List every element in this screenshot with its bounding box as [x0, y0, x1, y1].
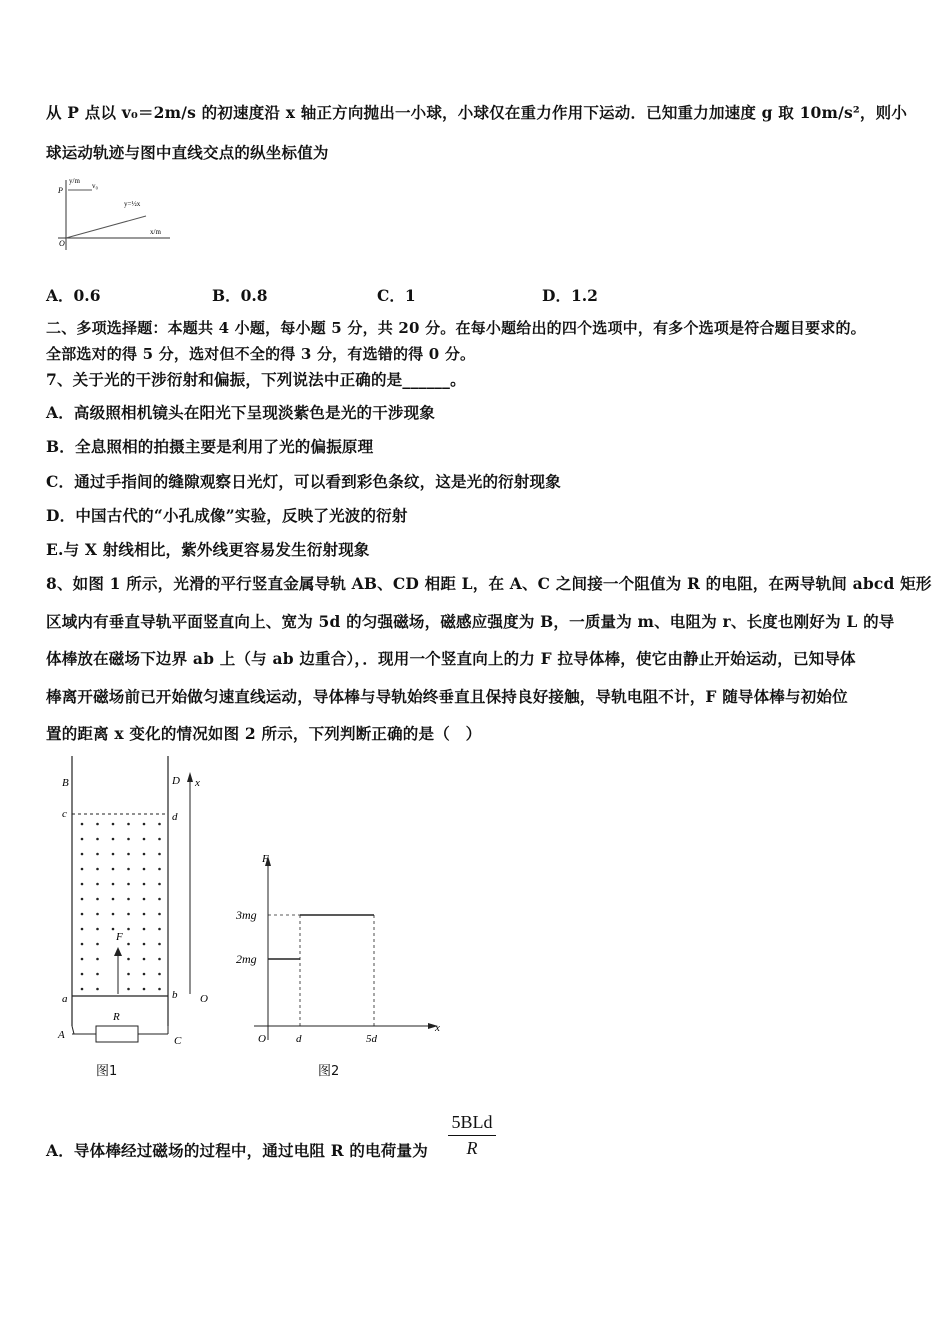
fig2-label-3mg: 3mg	[236, 908, 257, 922]
field-dot	[96, 913, 99, 916]
figure1-caption: 图1	[96, 1064, 118, 1079]
q6-option-c[interactable]: C．1	[377, 286, 416, 305]
q8-stem-line2: 区域内有垂直导轨平面竖直向上、宽为 5d 的匀强磁场，磁感应强度为 B，一质量为 m、电阻为 r、长度也刚好为 L 的导	[46, 612, 895, 631]
field-dot	[96, 988, 99, 991]
field-dot	[127, 853, 130, 856]
field-dot	[143, 838, 146, 841]
field-dot	[143, 973, 146, 976]
field-dot	[143, 958, 146, 961]
field-dot	[158, 823, 161, 826]
field-dot	[81, 943, 84, 946]
field-dot	[81, 928, 84, 931]
label-B: B	[62, 777, 69, 789]
field-dot	[143, 928, 146, 931]
field-dot	[158, 943, 161, 946]
field-dot	[127, 898, 130, 901]
field-dot	[112, 823, 115, 826]
label-c: c	[62, 808, 67, 820]
fig2-label-O: O	[258, 1033, 266, 1045]
field-dot	[81, 988, 84, 991]
label-C: C	[174, 1035, 182, 1047]
field-dot	[143, 988, 146, 991]
label-F: F	[116, 931, 123, 943]
label-x: x	[195, 777, 200, 789]
field-dot	[96, 943, 99, 946]
label-b: b	[172, 989, 178, 1001]
field-dot	[96, 928, 99, 931]
q8-figure2-force-graph	[232, 850, 447, 1050]
field-dot	[127, 958, 130, 961]
field-dot	[96, 883, 99, 886]
label-A: A	[58, 1029, 65, 1041]
q6-option-b[interactable]: B．0.8	[212, 286, 268, 305]
field-dot	[143, 823, 146, 826]
q6-option-d[interactable]: D．1.2	[542, 286, 598, 305]
field-dot	[143, 853, 146, 856]
q8-stem-line4: 棒离开磁场前已开始做匀速直线运动，导体棒与导轨始终垂直且保持良好接触，导轨电阻不计，F 随导体棒与初始位	[46, 687, 848, 706]
bottom-wire-left	[72, 1026, 74, 1034]
section2-instructions-line1: 二、多项选择题：本题共 4 小题，每小题 5 分，共 20 分。在每小题给出的四个选项中，有多个选项是符合题目要求的。	[46, 319, 866, 337]
field-dot	[143, 913, 146, 916]
label-d: d	[172, 811, 178, 823]
q7-option-d[interactable]: D．中国古代的“小孔成像”实验，反映了光波的衍射	[46, 506, 408, 525]
field-dot	[112, 913, 115, 916]
field-dot	[158, 868, 161, 871]
field-dot	[81, 958, 84, 961]
q7-option-e[interactable]: E.与 X 射线相比，紫外线更容易发生衍射现象	[46, 540, 370, 559]
magnetic-field-dots	[81, 823, 161, 991]
field-dot	[81, 868, 84, 871]
field-dot	[81, 883, 84, 886]
field-dot	[158, 883, 161, 886]
section2-instructions-line2: 全部选对的得 5 分，选对但不全的得 3 分，有选错的得 0 分。	[46, 345, 476, 363]
field-dot	[127, 883, 130, 886]
fraction-denominator: R	[466, 1138, 478, 1158]
field-dot	[96, 898, 99, 901]
field-dot	[112, 883, 115, 886]
field-dot	[143, 898, 146, 901]
x-axis-arrowhead	[187, 772, 193, 782]
q8-stem-line1: 8、如图 1 所示，光滑的平行竖直金属导轨 AB、CD 相距 L，在 A、C 之间接一个阻值为 R 的电阻，在两导轨间 abcd 矩形	[46, 574, 932, 593]
field-dot	[112, 838, 115, 841]
q7-option-a[interactable]: A．高级照相机镜头在阳光下呈现淡紫色是光的干涉现象	[46, 403, 436, 422]
q7-option-b[interactable]: B．全息照相的拍摄主要是利用了光的偏振原理	[46, 437, 374, 456]
field-dot	[96, 823, 99, 826]
field-dot	[143, 883, 146, 886]
field-dot	[143, 943, 146, 946]
field-dot	[96, 973, 99, 976]
field-dot	[81, 823, 84, 826]
field-dot	[158, 958, 161, 961]
field-dot	[158, 988, 161, 991]
fraction-numerator: 5BLd	[448, 1112, 496, 1136]
field-dot	[158, 913, 161, 916]
label-R: R	[113, 1011, 120, 1023]
figure2-caption: 图2	[318, 1064, 340, 1079]
field-dot	[127, 943, 130, 946]
q7-stem: 7、关于光的干涉衍射和偏振，下列说法中正确的是______。	[46, 370, 466, 389]
field-dot	[158, 898, 161, 901]
label-D: D	[172, 775, 180, 787]
q6-p-label: P	[58, 186, 63, 195]
label-a: a	[62, 993, 68, 1005]
q8-figure1-rails-circuit	[50, 756, 230, 1056]
field-dot	[96, 958, 99, 961]
fig2-label-d: d	[296, 1033, 302, 1045]
field-dot	[81, 853, 84, 856]
label-O: O	[200, 993, 208, 1005]
field-dot	[127, 973, 130, 976]
q6-option-a[interactable]: A．0.6	[46, 286, 101, 305]
field-dot	[112, 898, 115, 901]
field-dot	[112, 868, 115, 871]
field-dot	[81, 973, 84, 976]
fig2-label-5d: 5d	[366, 1033, 377, 1045]
field-dot	[127, 838, 130, 841]
field-dot	[143, 868, 146, 871]
fig2-label-F: F	[262, 853, 269, 865]
q6-line-label: y=½x	[124, 200, 141, 208]
field-dot	[81, 838, 84, 841]
q6-line	[66, 216, 146, 238]
field-dot	[81, 913, 84, 916]
field-dot	[158, 838, 161, 841]
q6-y-label: y/m	[69, 177, 80, 185]
q7-option-c[interactable]: C．通过手指间的缝隙观察日光灯，可以看到彩色条纹，这是光的衍射现象	[46, 472, 561, 491]
q8-stem-line5: 置的距离 x 变化的情况如图 2 所示，下列判断正确的是（ ）	[46, 724, 482, 743]
q8-option-a[interactable]: A．导体棒经过磁场的过程中，通过电阻 R 的电荷量为	[46, 1141, 428, 1160]
fig2-label-x: x	[435, 1022, 440, 1034]
field-dot	[127, 823, 130, 826]
q6-v0-label: v₀	[92, 182, 98, 190]
q8-option-a-fraction	[448, 1112, 496, 1159]
field-dot	[158, 853, 161, 856]
field-dot	[96, 838, 99, 841]
q6-stem-line1: 从 P 点以 v₀＝2m/s 的初速度沿 x 轴正方向抛出一小球，小球仅在重力作用下运动．已知重力加速度 g 取 10m/s²，则小	[46, 103, 908, 122]
resistor-r	[96, 1026, 138, 1042]
field-dot	[96, 868, 99, 871]
q6-o-label: O	[59, 239, 65, 248]
field-dot	[112, 853, 115, 856]
field-dot	[127, 988, 130, 991]
field-dot	[81, 898, 84, 901]
q6-x-label: x/m	[150, 228, 161, 236]
fig2-label-2mg: 2mg	[236, 952, 257, 966]
field-dot	[158, 973, 161, 976]
force-arrowhead	[114, 947, 122, 956]
q8-stem-line3: 体棒放在磁场下边界 ab 上（与 ab 边重合），．现用一个竖直向上的力 F 拉导体棒，使它由静止开始运动，已知导体	[46, 649, 856, 668]
field-dot	[127, 928, 130, 931]
field-dot	[127, 868, 130, 871]
field-dot	[112, 928, 115, 931]
field-dot	[96, 853, 99, 856]
q6-trajectory-figure	[54, 176, 174, 254]
q6-stem-line2: 球运动轨迹与图中直线交点的纵坐标值为	[46, 143, 329, 162]
field-dot	[158, 928, 161, 931]
field-dot	[127, 913, 130, 916]
